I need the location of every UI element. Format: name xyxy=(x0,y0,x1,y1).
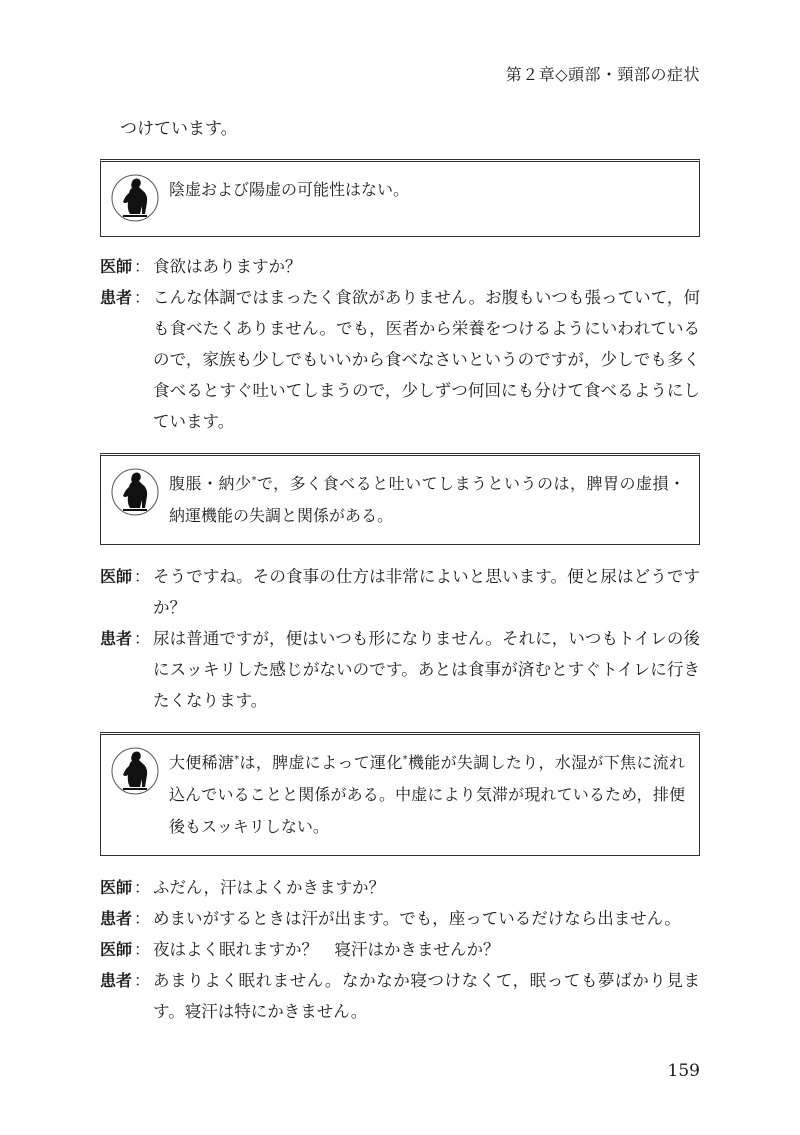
dialog-line-6 xyxy=(100,903,700,934)
running-header: 第２章◇頭部・頸部の症状 xyxy=(505,65,700,84)
dialog-text: あまりよく眠れません。なかなか寝つけなくて，眠っても夢ばかり見ます。寝汗は特にかきません。 xyxy=(153,971,700,1021)
dialog-line-1 xyxy=(100,251,700,282)
box-2-text: 腹脹・納少*で，多く食べると吐いてしまうというのは，脾胃の虚損・納運機能の失調と関係がある。 xyxy=(169,474,685,525)
dialog-text: めまいがするときは汗が出ます。でも，座っているだけなら出ません。 xyxy=(153,909,681,928)
dialog-line-2 xyxy=(100,282,700,437)
speaker-label: 医師 ： xyxy=(100,567,151,586)
box-1-text: 陰虚および陽虚の可能性はない。 xyxy=(169,180,410,199)
speaker-label: 医師 ： xyxy=(100,878,151,897)
commentary-box-3 xyxy=(100,732,700,856)
dialog-line-4 xyxy=(100,623,700,716)
dialog-text: 尿は普通ですが，便はいつも形になりません。それに，いつもトイレの後にスッキリした感じがないのです。あとは食事が済むとすぐトイレに行きたくなります。 xyxy=(153,629,700,710)
dialog-text: 食欲はありますか？ xyxy=(153,257,302,276)
commentary-box-1 xyxy=(100,159,700,237)
sage-figure-icon xyxy=(111,745,159,797)
dialog-line-8 xyxy=(100,965,700,1027)
commentary-box-2 xyxy=(100,453,700,545)
speaker-label: 患者 ： xyxy=(100,288,151,307)
dialog-text: こんな体調ではまったく食欲がありません。お腹もいつも張っていて，何も食べたくありません。でも，医者から栄養をつけるようにいわれているので，家族も少しでもいいから食べなさいというのですが，少しでも多く食べるとすぐ吐いてしまうので，少しずつ何回にも分けて食べるようにしています。 xyxy=(153,288,700,431)
dialog-line-5 xyxy=(100,872,700,903)
sage-figure-icon xyxy=(111,466,159,518)
speaker-label: 医師 ： xyxy=(100,940,151,959)
sage-figure-icon xyxy=(111,172,159,224)
dialog-line-3 xyxy=(100,561,700,623)
continuation-text: つけています。 xyxy=(120,119,238,139)
box-3-text: 大便稀溏*は，脾虚によって運化*機能が失調したり，水湿が下焦に流れ込んでいることと関係がある。中虚により気滞が現れているため，排便後もスッキリしない。 xyxy=(169,753,685,836)
dialog-text: 夜はよく眠れますか？ 寝汗はかきませんか？ xyxy=(153,940,500,959)
page-body xyxy=(100,114,700,1027)
dialog-text: そうですね。その食事の仕方は非常によいと思います。便と尿はどうですか？ xyxy=(153,567,700,617)
page-number: 159 xyxy=(667,1061,700,1081)
dialog-text: ふだん，汗はよくかきますか？ xyxy=(153,878,386,897)
speaker-label: 医師 ： xyxy=(100,257,151,276)
dialog-line-7 xyxy=(100,934,700,965)
speaker-label: 患者 ： xyxy=(100,909,151,928)
speaker-label: 患者 ： xyxy=(100,971,151,990)
speaker-label: 患者 ： xyxy=(100,629,151,648)
